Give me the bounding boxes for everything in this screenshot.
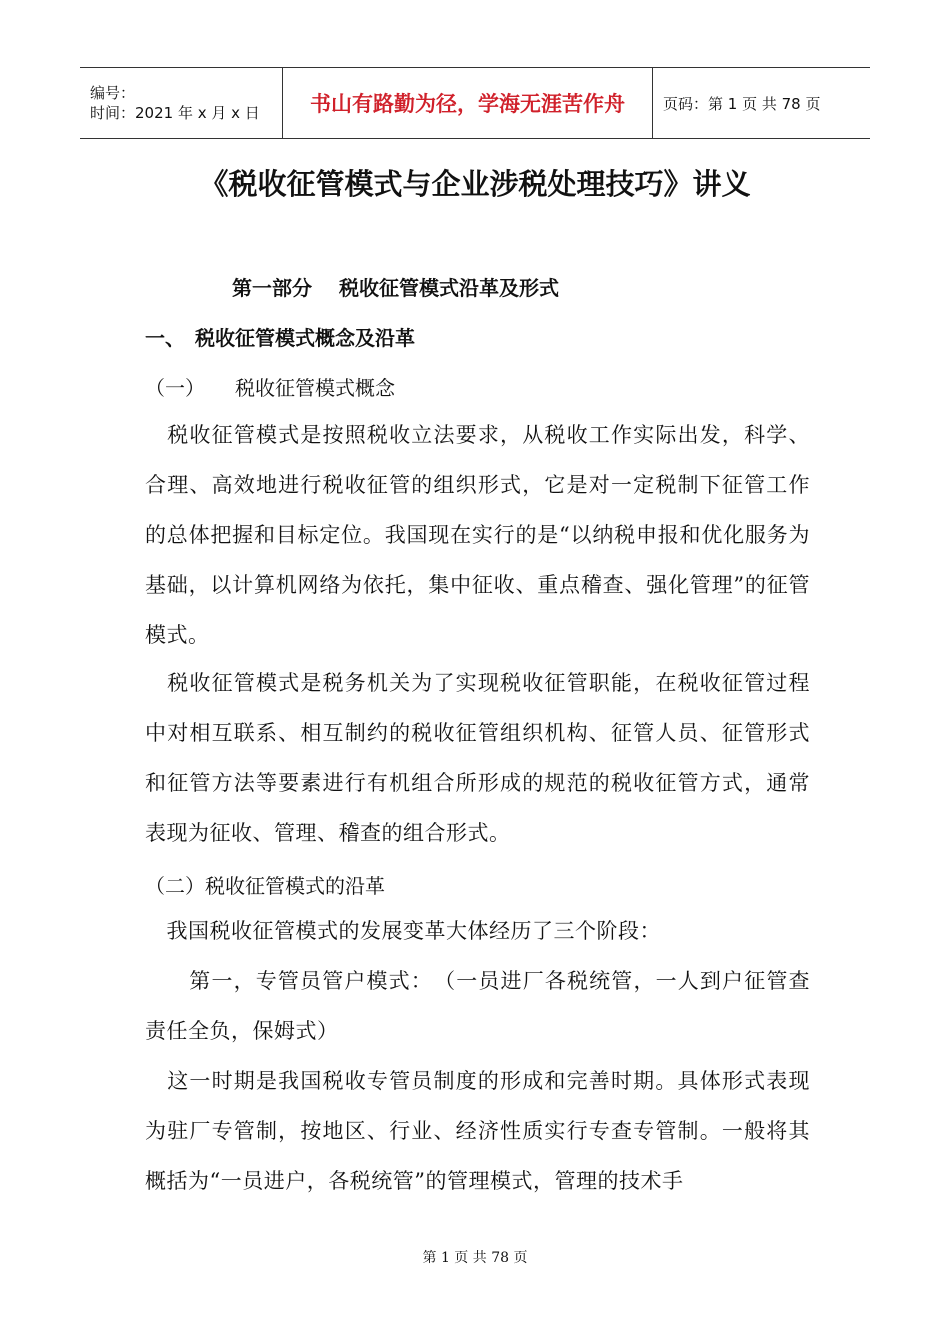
document-title: 《税收征管模式与企业涉税处理技巧》讲义 [199, 167, 751, 201]
header-page-info [653, 68, 870, 138]
paragraph-5: 这一时期是我国税收专管员制度的形成和完善时期。具体形式表现为驻厂专管制，按地区、行业、经济性质实行专查专管制。一般将其概括为“一员进户，各税统管”的管理模式，管理的技术手 [145, 1069, 810, 1193]
part-heading: 第一部分 税收征管模式沿革及形式 [232, 276, 559, 300]
paragraph-3: 我国税收征管模式的发展变革大体经历了三个阶段： [145, 919, 661, 943]
motto-text: 书山有路勤为径，学海无涯苦作舟 [310, 92, 625, 116]
header-meta [80, 68, 282, 138]
subsection-heading-2: （二）税收征管模式的沿革 [145, 874, 385, 898]
paragraph-1: 税收征管模式是按照税收立法要求，从税收工作实际出发，科学、合理、高效地进行税收征管的组织形式，它是对一定税制下征管工作的总体把握和目标定位。我国现在实行的是“以纳税申报和优化服务为基础，以计算机网络为依托，集中征收、重点稽查、强化管理”的征管模式。 [145, 423, 810, 647]
document-header [80, 67, 870, 139]
page-footer: 第 1 页 共 78 页 [422, 1250, 528, 1266]
header-motto [282, 68, 653, 138]
paragraph-4: 第一，专管员管户模式： （一员进厂各税统管，一人到户征管查责任全负，保姆式） [145, 969, 810, 1043]
time-label: 时间：2021 年 x 月 x 日 [90, 104, 260, 122]
paragraph-2: 税收征管模式是税务机关为了实现税收征管职能，在税收征管过程中对相互联系、相互制约的税收征管组织机构、征管人员、征管形式和征管方法等要素进行有机组合所形成的规范的税收征管方式，通常表现为征收、管理、稽查的组合形式。 [145, 671, 810, 845]
number-label: 编号： [90, 84, 136, 102]
page-info-text: 页码：第 1 页 共 78 页 [663, 94, 821, 113]
section-heading: 一、 税收征管模式概念及沿革 [145, 326, 415, 350]
subsection-heading-1: （一） 税收征管模式概念 [145, 376, 395, 400]
